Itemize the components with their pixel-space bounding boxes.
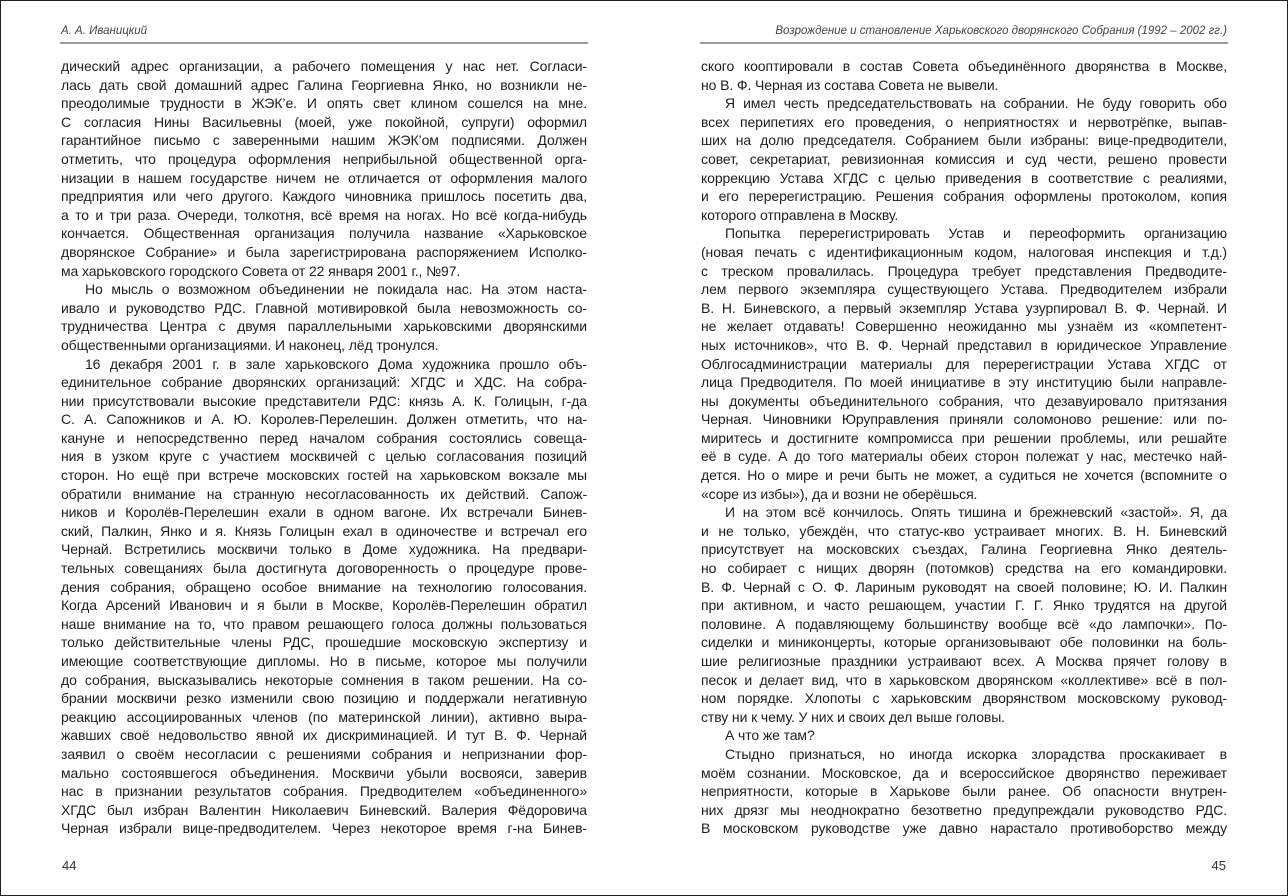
text-line: но собирает с нищих дворян (потомков) средства на его командировки. (701, 560, 1227, 577)
text-line: наше внимание на то, что правом решающего голоса должны пользоваться (61, 615, 587, 632)
text-line: дется. Но о мире и речи быть не может, а судиться не хочется (вспомните о (701, 467, 1227, 484)
text-line: Черная избрали вице-предводителем. Через некоторое время г-на Бинев- (61, 820, 587, 837)
text-line: нас в признании результатов собрания. Предводителем «объединенного» (61, 783, 587, 800)
page-number: 45 (1211, 858, 1226, 873)
text-line: Когда Арсений Иванович и я были в Москве, Королёв-Перелешин обратил (61, 597, 587, 614)
text-line: предприятия или чего другого. Каждого чиновника пришлось посетить два, (61, 188, 587, 205)
text-line: ский, Палкин, Янко и я. Князь Голицын ехал в одиночестве и встречал его (61, 522, 587, 539)
text-line: обратили внимание на странную несогласованность их действий. Сапож- (61, 485, 587, 502)
text-line: коррекцию Устава ХГДС с целью приведения в соответствие с реалиями, (701, 169, 1227, 186)
text-line: ХГДС был избран Валентин Николаевич Биневский. Валерия Фёдоровича (61, 801, 587, 818)
text-line: единительное собрание дворянских организаций: ХГДС и ХДС. На собра- (61, 374, 587, 391)
text-line: ны документы объединительного собрания, что дезавуировало притязания (701, 392, 1227, 409)
text-line: дворянское Собрание» и была зарегистрирована распоряжением Исполко- (61, 243, 587, 260)
text-line: гарантийное письмо с заверенными нашим ЖЭК’ом подписями. Должен (61, 132, 587, 149)
text-line: дения собрания, обращено особое внимание на технологию голосования. (61, 578, 587, 595)
text-line: Чернай. Встретились москвичи только в Доме художника. На предвари- (61, 541, 587, 558)
header-rule (60, 42, 588, 44)
right-page (701, 0, 1227, 896)
running-header-title: Возрождение и становление Харьковского дворянского Собрания (1992 – 2002 гг.) (775, 25, 1227, 37)
text-line: В. Ф. Чернай с О. Ф. Лариным руководят на своей половине; Ю. И. Палкин (701, 578, 1227, 595)
text-line: неприятности, которые в Харькове были ранее. Об опасности внутрен- (701, 783, 1227, 800)
text-line: брании москвичи резко изменили свою позицию и поддержали негативную (61, 690, 587, 707)
text-line: лась дать свой домашний адрес Галина Георгиевна Янко, но возникли не- (61, 76, 587, 93)
paragraph (701, 224, 1227, 503)
text-line: и его перерегистрацию. Решения собрания оформлены протоколом, копия (701, 188, 1227, 205)
text-line: низации в нашем государстве ничем не отличается от оформления малого (61, 169, 587, 186)
text-line: Стыдно признаться, но иногда искорка злорадства проскакивает в (725, 745, 1227, 762)
text-line: половине. А подавляющему большинству вообще всё «до лампочки». По- (701, 615, 1227, 632)
text-line: С. А. Сапожников и А. Ю. Королев-Перелешин. Должен отметить, что на- (61, 411, 587, 428)
text-line: них дрязг мы неоднократно безответно предупреждали руководство РДС. (701, 801, 1227, 818)
text-line: дический адрес организации, а рабочего помещения у нас нет. Согласи- (61, 58, 587, 74)
text-line: лем первого экземпляра существующего Устава. Предводителем избрали (701, 281, 1227, 298)
text-line: ных источников», что В. Ф. Чернай представил в юридическое Управление (701, 336, 1227, 353)
text-line: сторон. Но ещё при встрече московских гостей на харьковском вокзале мы (61, 467, 587, 484)
text-line: сиделки и миниконцерты, которые организовывают обе половинки на боль- (701, 634, 1227, 651)
text-line: её в суде. А до того материалы обеих сторон полежат у нас, местечко най- (701, 448, 1227, 465)
text-line: Но мысль о возможном объединении не покидала нас. На этом наста- (85, 281, 587, 298)
text-line: нии присутствовали высокие представители РДС: князь А. К. Голицын, г-да (61, 392, 587, 409)
text-line: Черная. Чиновники Юруправления приняли соломоново решение: или по- (701, 411, 1227, 428)
text-line: заявил о своём несогласии с решениями собрания и непризнании фор- (61, 745, 587, 762)
text-line: «соре из избы»), да и возни не оберёшься. (701, 485, 978, 502)
text-line: А что же там? (725, 727, 815, 744)
text-line: ших на долю председателя. Собранием были избраны: вице-предводители, (701, 132, 1227, 149)
text-line: с треском провалилась. Процедура требует представления Предводите- (701, 262, 1227, 279)
text-line: (новая печать с идентификационным кодом, налоговая инспекция и т.д.) (701, 243, 1227, 260)
paragraph (701, 745, 1227, 838)
text-line: ству ни к чему. У них и своих дел выше головы. (701, 708, 1005, 725)
text-line: при активном, и часто решающем, участии Г. Г. Янко трудятся на другой (701, 597, 1227, 614)
page-body (701, 57, 1227, 838)
text-line: общественными организациями. И наконец, лёд тронулся. (61, 336, 439, 353)
text-line: а то и три раза. Очереди, толкотня, всё время на ногах. Но всё когда-нибудь (61, 206, 587, 223)
text-line: присутствует на московских съездах, Галина Георгиевна Янко деятель- (701, 541, 1227, 558)
text-line: всех перипетиях его проведения, о неприятностях и нервотрёпке, выпав- (701, 113, 1227, 130)
text-line: ном порядке. Хлопоты с харьковским дворянством московскому руковод- (701, 690, 1227, 707)
text-line: Попытка перерегистрировать Устав и переоформить организацию (725, 225, 1227, 242)
text-line: 16 декабря 2001 г. в зале харьковского Дома художника прошло объ- (85, 355, 587, 372)
text-line: В. Н. Биневского, а первый экземпляр Устава узурпировал В. Ф. Чернай. И (701, 299, 1227, 316)
text-line: Я имел честь председательствовать на собрании. Не буду говорить обо (725, 95, 1227, 112)
text-line: миритесь и достигните компромисса при решении проблемы, или решайте (701, 429, 1227, 446)
text-line: тельных совещаниях была достигнута договоренность о процедуре прове- (61, 560, 587, 577)
text-line: кануне и непосредственно перед началом собрания состоялись совеща- (61, 429, 587, 446)
paragraph (61, 280, 587, 354)
text-line: Облгосадминистрации материалы для перерегистрации Устава ХГДС от (701, 355, 1227, 372)
text-line: преодолимые трудности в ЖЭК’е. И опять свет клином сошелся на мне. (61, 95, 587, 112)
running-header-author: А. А. Иваницкий (61, 25, 148, 37)
text-line: С согласия Нины Васильевны (моей, уже покойной, супруги) оформил (61, 113, 587, 130)
paragraph (701, 94, 1227, 224)
text-line: лица Предводителя. По моей инициативе в эту институцию были направле- (701, 374, 1227, 391)
paragraph (701, 57, 1227, 94)
paragraph (61, 355, 587, 838)
paragraph (701, 503, 1227, 726)
text-line: имеющие соответствующие дипломы. Но в письме, которое мы получили (61, 653, 587, 669)
text-line: ния в узком круге с участием москвичей с целью согласования позиций (61, 448, 587, 465)
text-line: только действительные члены РДС, прошедшие московскую экспертизу и (61, 634, 587, 651)
text-line: ма харьковского городского Совета от 22 января 2001 г., №97. (61, 262, 461, 279)
text-line: отметить, что процедура оформления неприбыльной общественной орга- (61, 150, 587, 167)
text-line: и не только, убеждён, что статус-кво устраивает многих. В. Н. Биневский (701, 522, 1227, 539)
text-line: которого отправлена в Москву. (701, 206, 899, 223)
text-line: совет, секретариат, ревизионная комиссия и суд чести, решено провести (701, 150, 1227, 167)
text-line: кончается. Общественная организация получила название «Харьковское (61, 225, 587, 242)
text-line: не желает отдавать! Совершенно неожиданно мы узнаём из «компетент- (701, 318, 1227, 335)
paragraph (701, 726, 1227, 745)
text-line: до собрания, высказывались некоторые сомнения в таком решении. На со- (61, 671, 587, 688)
text-line: но В. Ф. Черная из состава Совета не вывели. (701, 76, 999, 93)
header-rule (700, 42, 1228, 44)
paragraph (61, 57, 587, 280)
text-line: песок и делает вид, что в харьковском дворянском «коллективе» всё в пол- (701, 671, 1227, 688)
page-number: 44 (62, 858, 77, 873)
text-line: И на этом всё кончилось. Опять тишина и брежневский «застой». Я, да (725, 504, 1227, 521)
text-line: ивало и руководство РДС. Главной мотивировкой была невозможность со- (61, 299, 587, 316)
left-page (61, 0, 587, 896)
text-line: шие религиозные праздники устраивают всех. А Москва прячет голову в (701, 653, 1227, 669)
page-body (61, 57, 587, 838)
text-line: реакцию ассоциированных членов (по материнской линии), активно выра- (61, 708, 587, 725)
text-line: моём сознании. Московское, да и всероссийское дворянство переживает (701, 764, 1227, 781)
text-line: ского кооптировали в состав Совета объединённого дворянства в Москве, (701, 58, 1227, 74)
text-line: В московском руководстве уже давно нарастало противоборство между (701, 820, 1227, 837)
text-line: трудничества Центра с двумя параллельными харьковскими дворянскими (61, 318, 587, 335)
text-line: жавших своё недовольство явной их дискриминацией. И тут В. Ф. Чернай (61, 727, 587, 744)
text-line: мально состоявшегося объединения. Москвичи убыли восвояси, заверив (61, 764, 587, 781)
text-line: ников и Королёв-Перелешин ехали в одном вагоне. Их встречали Бинев- (61, 504, 587, 521)
